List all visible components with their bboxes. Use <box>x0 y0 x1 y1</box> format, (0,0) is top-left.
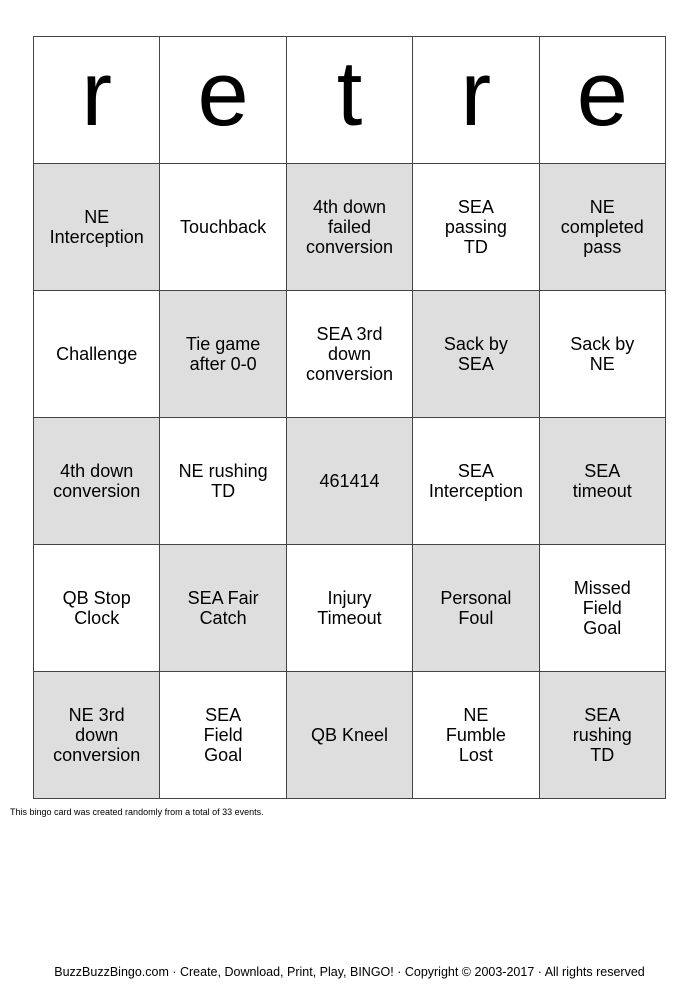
header-cell <box>286 37 412 164</box>
bingo-cell <box>539 418 665 545</box>
bingo-cell <box>413 545 539 672</box>
footer-copyright: BuzzBuzzBingo.com · Create, Download, Print, Play, BINGO! · Copyright © 2003-2017 · All rights reserved <box>54 965 645 979</box>
bingo-cell <box>413 672 539 799</box>
cell-text-line: conversion <box>305 237 393 257</box>
header-cell <box>160 37 286 164</box>
cell-text-line: pass <box>583 237 622 257</box>
cell-text-line: Catch <box>199 608 247 628</box>
bingo-row <box>34 545 666 672</box>
cell-text-line: Timeout <box>317 608 382 628</box>
bingo-cell <box>160 418 286 545</box>
cell-text-line: SEA <box>457 197 494 217</box>
bingo-cell <box>413 164 539 291</box>
bingo-cell <box>160 545 286 672</box>
cell-text-line: TD <box>211 481 236 501</box>
bingo-row <box>34 418 666 545</box>
header-letter: e <box>576 43 628 145</box>
bingo-cell <box>286 164 412 291</box>
bingo-cell <box>539 164 665 291</box>
cell-text-line: Goal <box>204 745 243 765</box>
cell-text-line: 4th down <box>312 197 386 217</box>
cell-text-line: Personal <box>440 588 512 608</box>
cell-text-line: Touchback <box>180 217 267 237</box>
cell-text-line: TD <box>463 237 488 257</box>
header-row <box>34 37 666 164</box>
bingo-cell <box>34 672 160 799</box>
bingo-cell <box>34 164 160 291</box>
cell-text-line: after 0-0 <box>189 354 257 374</box>
cell-text-line: NE rushing <box>178 461 268 481</box>
cell-text-line: Clock <box>74 608 120 628</box>
cell-text-line: SEA Fair <box>187 588 259 608</box>
bingo-row <box>34 164 666 291</box>
bingo-row <box>34 291 666 418</box>
cell-text-line: Challenge <box>56 344 138 364</box>
cell-text-line: 461414 <box>319 471 380 491</box>
cell-text-line: Field <box>582 598 622 618</box>
bingo-cell <box>286 291 412 418</box>
cell-text-line: passing <box>444 217 507 237</box>
bingo-cell <box>34 418 160 545</box>
bingo-cell <box>286 545 412 672</box>
cell-text-line: Injury <box>327 588 372 608</box>
header-cell <box>34 37 160 164</box>
cell-text-line: Goal <box>583 618 622 638</box>
header-letter: r <box>460 43 492 145</box>
bingo-cell <box>539 672 665 799</box>
cell-text-line: conversion <box>305 364 393 384</box>
cell-text-line: NE <box>463 705 489 725</box>
cell-text-line: Sack by <box>443 334 508 354</box>
bingo-cell <box>286 418 412 545</box>
cell-text-line: Sack by <box>570 334 635 354</box>
cell-text-line: Interception <box>49 227 144 247</box>
cell-text-line: failed <box>327 217 371 237</box>
cell-text-line: NE <box>84 207 110 227</box>
header-letter: t <box>336 43 363 145</box>
cell-text-line: NE <box>589 197 615 217</box>
bingo-cell <box>160 164 286 291</box>
bingo-cell <box>34 291 160 418</box>
bingo-cell <box>34 545 160 672</box>
cell-text-line: NE <box>589 354 615 374</box>
cell-text-line: Interception <box>428 481 523 501</box>
bingo-row <box>34 672 666 799</box>
bingo-cell <box>286 672 412 799</box>
cell-text-line: Fumble <box>445 725 506 745</box>
header-cell <box>413 37 539 164</box>
bingo-cell <box>160 291 286 418</box>
header-letter: r <box>81 43 113 145</box>
generation-note: This bingo card was created randomly from a total of 33 events. <box>10 807 264 817</box>
cell-text-line: down <box>75 725 119 745</box>
bingo-cell <box>413 418 539 545</box>
header-cell <box>539 37 665 164</box>
bingo-cell <box>160 672 286 799</box>
cell-text-line: Field <box>203 725 243 745</box>
cell-text-line: SEA 3rd <box>316 324 383 344</box>
cell-text-line: completed <box>560 217 644 237</box>
cell-text-line: SEA <box>584 461 621 481</box>
bingo-cell <box>413 291 539 418</box>
cell-text-line: Tie game <box>185 334 261 354</box>
cell-text-line: Missed <box>573 578 631 598</box>
cell-text-line: Foul <box>458 608 494 628</box>
cell-text-line: TD <box>590 745 615 765</box>
cell-text-line: Lost <box>458 745 493 765</box>
cell-text-line: conversion <box>53 481 141 501</box>
cell-text-line: SEA <box>584 705 621 725</box>
cell-text-line: SEA <box>457 354 494 374</box>
cell-text-line: QB Kneel <box>310 725 388 745</box>
cell-text-line: down <box>327 344 371 364</box>
cell-text-line: NE 3rd <box>68 705 125 725</box>
bingo-card <box>33 36 666 799</box>
cell-text-line: timeout <box>572 481 632 501</box>
cell-text-line: SEA <box>457 461 494 481</box>
bingo-cell <box>539 545 665 672</box>
cell-text-line: 4th down <box>60 461 134 481</box>
cell-text-line: conversion <box>53 745 141 765</box>
bingo-cell <box>539 291 665 418</box>
cell-text-line: rushing <box>572 725 632 745</box>
header-letter: e <box>197 43 249 145</box>
cell-text-line: QB Stop <box>62 588 131 608</box>
cell-text-line: SEA <box>205 705 242 725</box>
